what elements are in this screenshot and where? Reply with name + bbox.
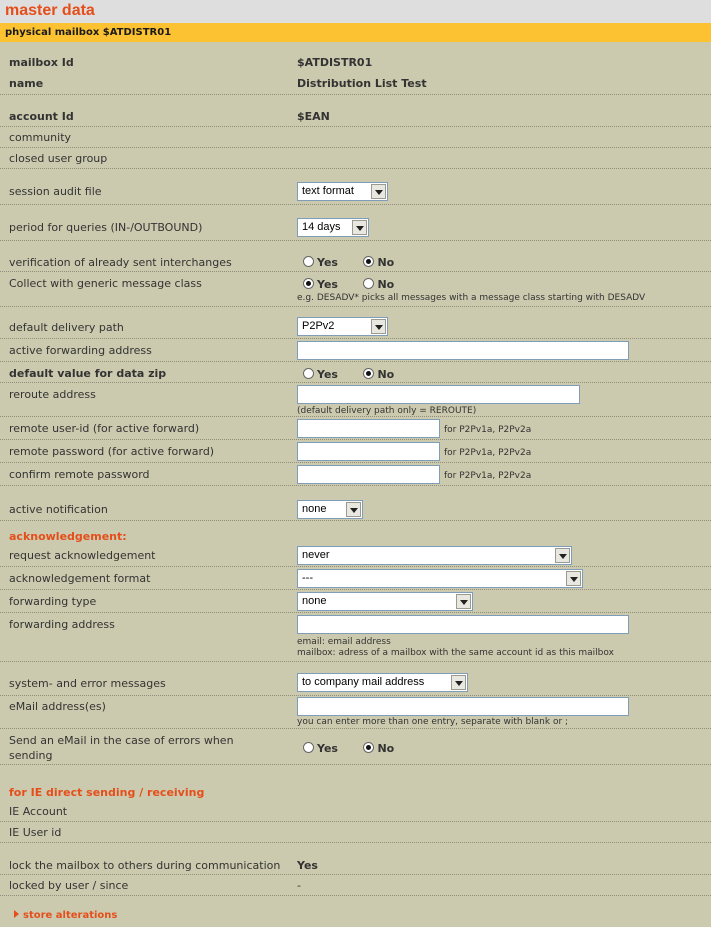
remote-password-note: for P2Pv1a, P2Pv2a — [444, 448, 532, 458]
email-addresses-note: you can enter more than one entry, separate with blank or ; — [297, 717, 569, 727]
send-email-label-line1: Send an eMail in the case of errors when — [9, 734, 234, 747]
remote-user-label: remote user-id (for active forward) — [9, 422, 200, 435]
verification-row — [0, 250, 711, 272]
verification-label: verification of already sent interchanges — [9, 256, 232, 269]
send-email-no-radio[interactable] — [363, 742, 374, 753]
ie-user-id-row — [0, 822, 711, 843]
remote-user-note: for P2Pv1a, P2Pv2a — [444, 425, 532, 435]
verification-no-radio[interactable] — [363, 256, 374, 267]
forwarding-type-row — [0, 590, 711, 613]
ack-format-select[interactable]: --- — [297, 569, 583, 588]
name-label: name — [9, 77, 44, 90]
remote-user-input[interactable] — [297, 419, 440, 438]
delivery-path-row — [0, 313, 711, 339]
forwarding-address-label: forwarding address — [9, 618, 115, 631]
account-id-label: account Id — [9, 110, 74, 123]
section-header — [0, 23, 711, 42]
data-zip-row — [0, 362, 711, 383]
community-label: community — [9, 131, 72, 144]
remote-password-label: remote password (for active forward) — [9, 445, 215, 458]
confirm-password-input[interactable] — [297, 465, 440, 484]
generic-class-note: e.g. DESADV* picks all messages with a message class starting with DESADV — [297, 293, 646, 303]
chevron-down-icon — [352, 220, 367, 235]
generic-class-label: Collect with generic message class — [9, 277, 202, 290]
chevron-down-icon — [555, 548, 570, 563]
send-email-radio-group: Yes No — [303, 742, 416, 755]
page-title: master data — [5, 2, 95, 19]
data-zip-radio-group: Yes No — [303, 368, 416, 381]
account-id-value: $EAN — [297, 110, 330, 123]
reroute-input[interactable] — [297, 385, 580, 404]
ie-heading: for IE direct sending / receiving — [9, 786, 205, 799]
forwarding-address-note-mailbox: mailbox: adress of a mailbox with the same account id as this mailbox — [297, 648, 614, 658]
section-title: physical mailbox $ATDISTR01 — [5, 27, 172, 38]
delivery-path-select[interactable]: P2Pv2 — [297, 317, 388, 336]
mailbox-id-value: $ATDISTR01 — [297, 56, 373, 69]
session-audit-row — [0, 177, 711, 205]
generic-class-radio-group: Yes No — [303, 278, 416, 291]
email-addresses-label: eMail address(es) — [9, 700, 106, 713]
email-addresses-row — [0, 696, 711, 729]
reroute-row — [0, 383, 711, 417]
account-id-row — [0, 105, 711, 127]
mailbox-id-label: mailbox Id — [9, 56, 74, 69]
send-email-yes-radio[interactable] — [303, 742, 314, 753]
ie-user-id-label: IE User id — [9, 826, 62, 839]
confirm-password-note: for P2Pv1a, P2Pv2a — [444, 471, 532, 481]
request-ack-row — [0, 544, 711, 567]
period-label: period for queries (IN-/OUTBOUND) — [9, 221, 203, 234]
confirm-password-row — [0, 463, 711, 486]
generic-class-yes-radio[interactable] — [303, 278, 314, 289]
send-email-row — [0, 729, 711, 765]
verification-radio-group: Yes No — [303, 256, 416, 269]
data-zip-label: default value for data zip — [9, 367, 167, 380]
system-messages-select[interactable]: to company mail address — [297, 673, 468, 692]
send-email-label-line2: sending — [9, 749, 53, 762]
delivery-path-label: default delivery path — [9, 321, 124, 334]
name-value: Distribution List Test — [297, 77, 427, 90]
forwarding-address-note-email: email: email address — [297, 637, 391, 647]
system-messages-row — [0, 670, 711, 696]
active-forwarding-label: active forwarding address — [9, 344, 152, 357]
lock-mailbox-label: lock the mailbox to others during communication — [9, 859, 281, 872]
forwarding-type-label: forwarding type — [9, 595, 97, 608]
ack-format-label: acknowledgement format — [9, 572, 151, 585]
mailbox-identity-row — [0, 52, 711, 95]
data-zip-no-radio[interactable] — [363, 368, 374, 379]
lock-mailbox-value: Yes — [297, 859, 318, 872]
remote-password-input[interactable] — [297, 442, 440, 461]
arrow-right-icon — [14, 910, 19, 918]
active-notification-label: active notification — [9, 503, 108, 516]
locked-by-label: locked by user / since — [9, 879, 129, 892]
generic-class-no-radio[interactable] — [363, 278, 374, 289]
locked-by-value: - — [297, 879, 301, 892]
chevron-down-icon — [371, 184, 386, 199]
lock-mailbox-row — [0, 853, 711, 875]
data-zip-yes-radio[interactable] — [303, 368, 314, 379]
acknowledgement-heading: acknowledgement: — [9, 530, 127, 543]
remote-user-row — [0, 417, 711, 440]
reroute-note: (default delivery path only = REROUTE) — [297, 406, 477, 416]
community-row — [0, 127, 711, 148]
period-row — [0, 213, 711, 241]
forwarding-type-select[interactable]: none — [297, 592, 473, 611]
request-ack-label: request acknowledgement — [9, 549, 156, 562]
forwarding-address-input[interactable] — [297, 615, 629, 634]
generic-class-row — [0, 272, 711, 307]
request-ack-select[interactable]: never — [297, 546, 572, 565]
session-audit-select[interactable]: text format — [297, 182, 388, 201]
email-addresses-input[interactable] — [297, 697, 629, 716]
chevron-down-icon — [456, 594, 471, 609]
locked-by-row — [0, 875, 711, 896]
forwarding-address-row — [0, 613, 711, 662]
closed-user-group-row — [0, 148, 711, 169]
ie-account-row — [0, 801, 711, 822]
chevron-down-icon — [371, 319, 386, 334]
session-audit-label: session audit file — [9, 185, 102, 198]
active-notification-row — [0, 495, 711, 521]
remote-password-row — [0, 440, 711, 463]
ack-format-row — [0, 567, 711, 590]
active-notification-select[interactable]: none — [297, 500, 363, 519]
chevron-down-icon — [346, 502, 361, 517]
store-alterations-link[interactable]: store alterations — [14, 910, 117, 921]
chevron-down-icon — [566, 571, 581, 586]
ie-account-label: IE Account — [9, 805, 68, 818]
confirm-password-label: confirm remote password — [9, 468, 150, 481]
system-messages-label: system- and error messages — [9, 677, 166, 690]
active-forwarding-row — [0, 339, 711, 362]
verification-yes-radio[interactable] — [303, 256, 314, 267]
title-bar — [0, 0, 711, 23]
closed-user-group-label: closed user group — [9, 152, 108, 165]
active-forwarding-input[interactable] — [297, 341, 629, 360]
chevron-down-icon — [451, 675, 466, 690]
reroute-label: reroute address — [9, 388, 96, 401]
period-select[interactable]: 14 days — [297, 218, 369, 237]
